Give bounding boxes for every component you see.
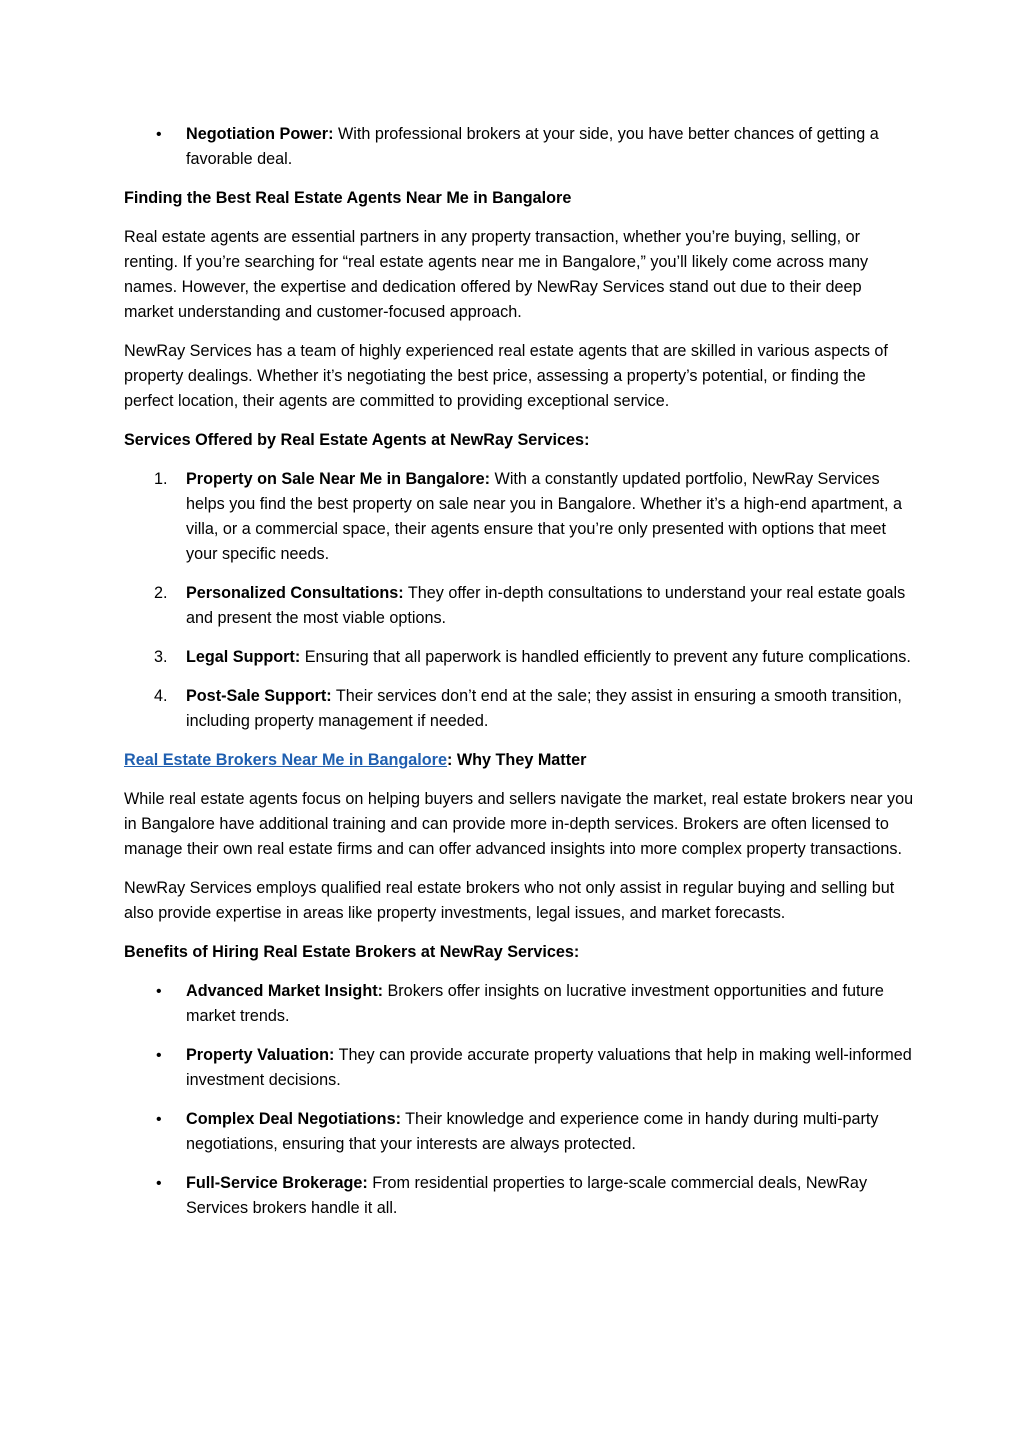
paragraph: NewRay Services has a team of highly experienced real estate agents that are skilled in various aspects of property dealings. Whether it’s negotiating the best price, assessing a property’s potential, or finding the perfect location, their agents are committed to providing exceptional service. [124, 342, 888, 410]
list-item-number: 2. [154, 584, 168, 602]
paragraph: NewRay Services employs qualified real estate brokers who not only assist in regular buying and selling but also provide expertise in areas like property investments, legal issues, and market forecasts. [124, 879, 895, 922]
list-item-text: Their knowledge and experience come in handy during multi-party negotiations, ensuring that your interests are always protected. [186, 1110, 879, 1153]
list-item-number: 4. [154, 687, 168, 705]
list-item-term: Advanced Market Insight: [186, 982, 383, 1000]
list-item-text: Ensuring that all paperwork is handled efficiently to prevent any future complications. [300, 648, 911, 666]
list-item-term: Personalized Consultations: [186, 584, 404, 602]
bullet-icon: • [156, 126, 162, 143]
document-page [124, 122, 914, 1235]
intro-bullet-list [124, 122, 914, 172]
list-item-text: With a constantly updated portfolio, NewRay Services helps you find the best property on sale near you in Bangalore. Whether it’s a high-end apartment, a villa, or a commercial space, their agents ensure that you’re only presented with options that meet your specific needs. [186, 470, 902, 563]
list-item-text: With professional brokers at your side, you have better chances of getting a favorable deal. [186, 125, 879, 168]
list-item-text: Brokers offer insights on lucrative investment opportunities and future market trends. [186, 982, 884, 1025]
list-item-text: From residential properties to large-scale commercial deals, NewRay Services brokers handle it all. [186, 1174, 868, 1217]
list-item [124, 581, 914, 631]
services-numbered-list [124, 467, 914, 734]
section-heading-agents: Finding the Best Real Estate Agents Near Me in Bangalore [124, 189, 572, 207]
list-item-text: Their services don’t end at the sale; they assist in ensuring a smooth transition, including property management if needed. [186, 687, 902, 730]
list-item [124, 1043, 914, 1093]
list-item-text: They offer in-depth consultations to understand your real estate goals and present the most viable options. [186, 584, 906, 627]
list-item-term: Post-Sale Support: [186, 687, 332, 705]
list-item [124, 979, 914, 1029]
list-item [124, 467, 914, 567]
list-item-term: Complex Deal Negotiations: [186, 1110, 401, 1128]
list-item-term: Property Valuation: [186, 1046, 335, 1064]
list-item-number: 3. [154, 648, 168, 666]
section-heading-brokers [124, 748, 914, 773]
list-item-term: Legal Support: [186, 648, 301, 666]
list-item-term: Property on Sale Near Me in Bangalore: [186, 470, 491, 488]
list-item-term: Full-Service Brokerage: [186, 1174, 368, 1192]
bullet-icon: • [156, 983, 162, 1000]
bullet-icon: • [156, 1175, 162, 1192]
list-item [124, 684, 914, 734]
list-item-number: 1. [154, 470, 168, 488]
benefits-bullet-list [124, 979, 914, 1221]
bullet-icon: • [156, 1111, 162, 1128]
paragraph: Real estate agents are essential partners in any property transaction, whether you’re buying, selling, or renting. If you’re searching for “real estate agents near me in Bangalore,” you’ll likely come across many names. However, the expertise and dedication offered by NewRay Services stand out due to their deep market understanding and customer-focused approach. [124, 228, 869, 321]
list-item [124, 1107, 914, 1157]
section-heading-benefits: Benefits of Hiring Real Estate Brokers at NewRay Services: [124, 943, 580, 961]
paragraph: While real estate agents focus on helping buyers and sellers navigate the market, real estate brokers near you in Bangalore have additional training and can provide more in-depth services. Brokers are often licensed to manage their own real estate firms and can offer advanced insights into more complex property transactions. [124, 790, 914, 858]
list-item [124, 122, 914, 172]
section-heading-services: Services Offered by Real Estate Agents at NewRay Services: [124, 431, 590, 449]
brokers-link[interactable]: Real Estate Brokers Near Me in Bangalore [124, 751, 447, 769]
list-item [124, 645, 914, 670]
list-item-text: They can provide accurate property valuations that help in making well-informed investment decisions. [186, 1046, 912, 1089]
bullet-icon: • [156, 1047, 162, 1064]
list-item [124, 1171, 914, 1221]
heading-suffix: : Why They Matter [446, 751, 587, 769]
list-item-term: Negotiation Power: [186, 125, 334, 143]
